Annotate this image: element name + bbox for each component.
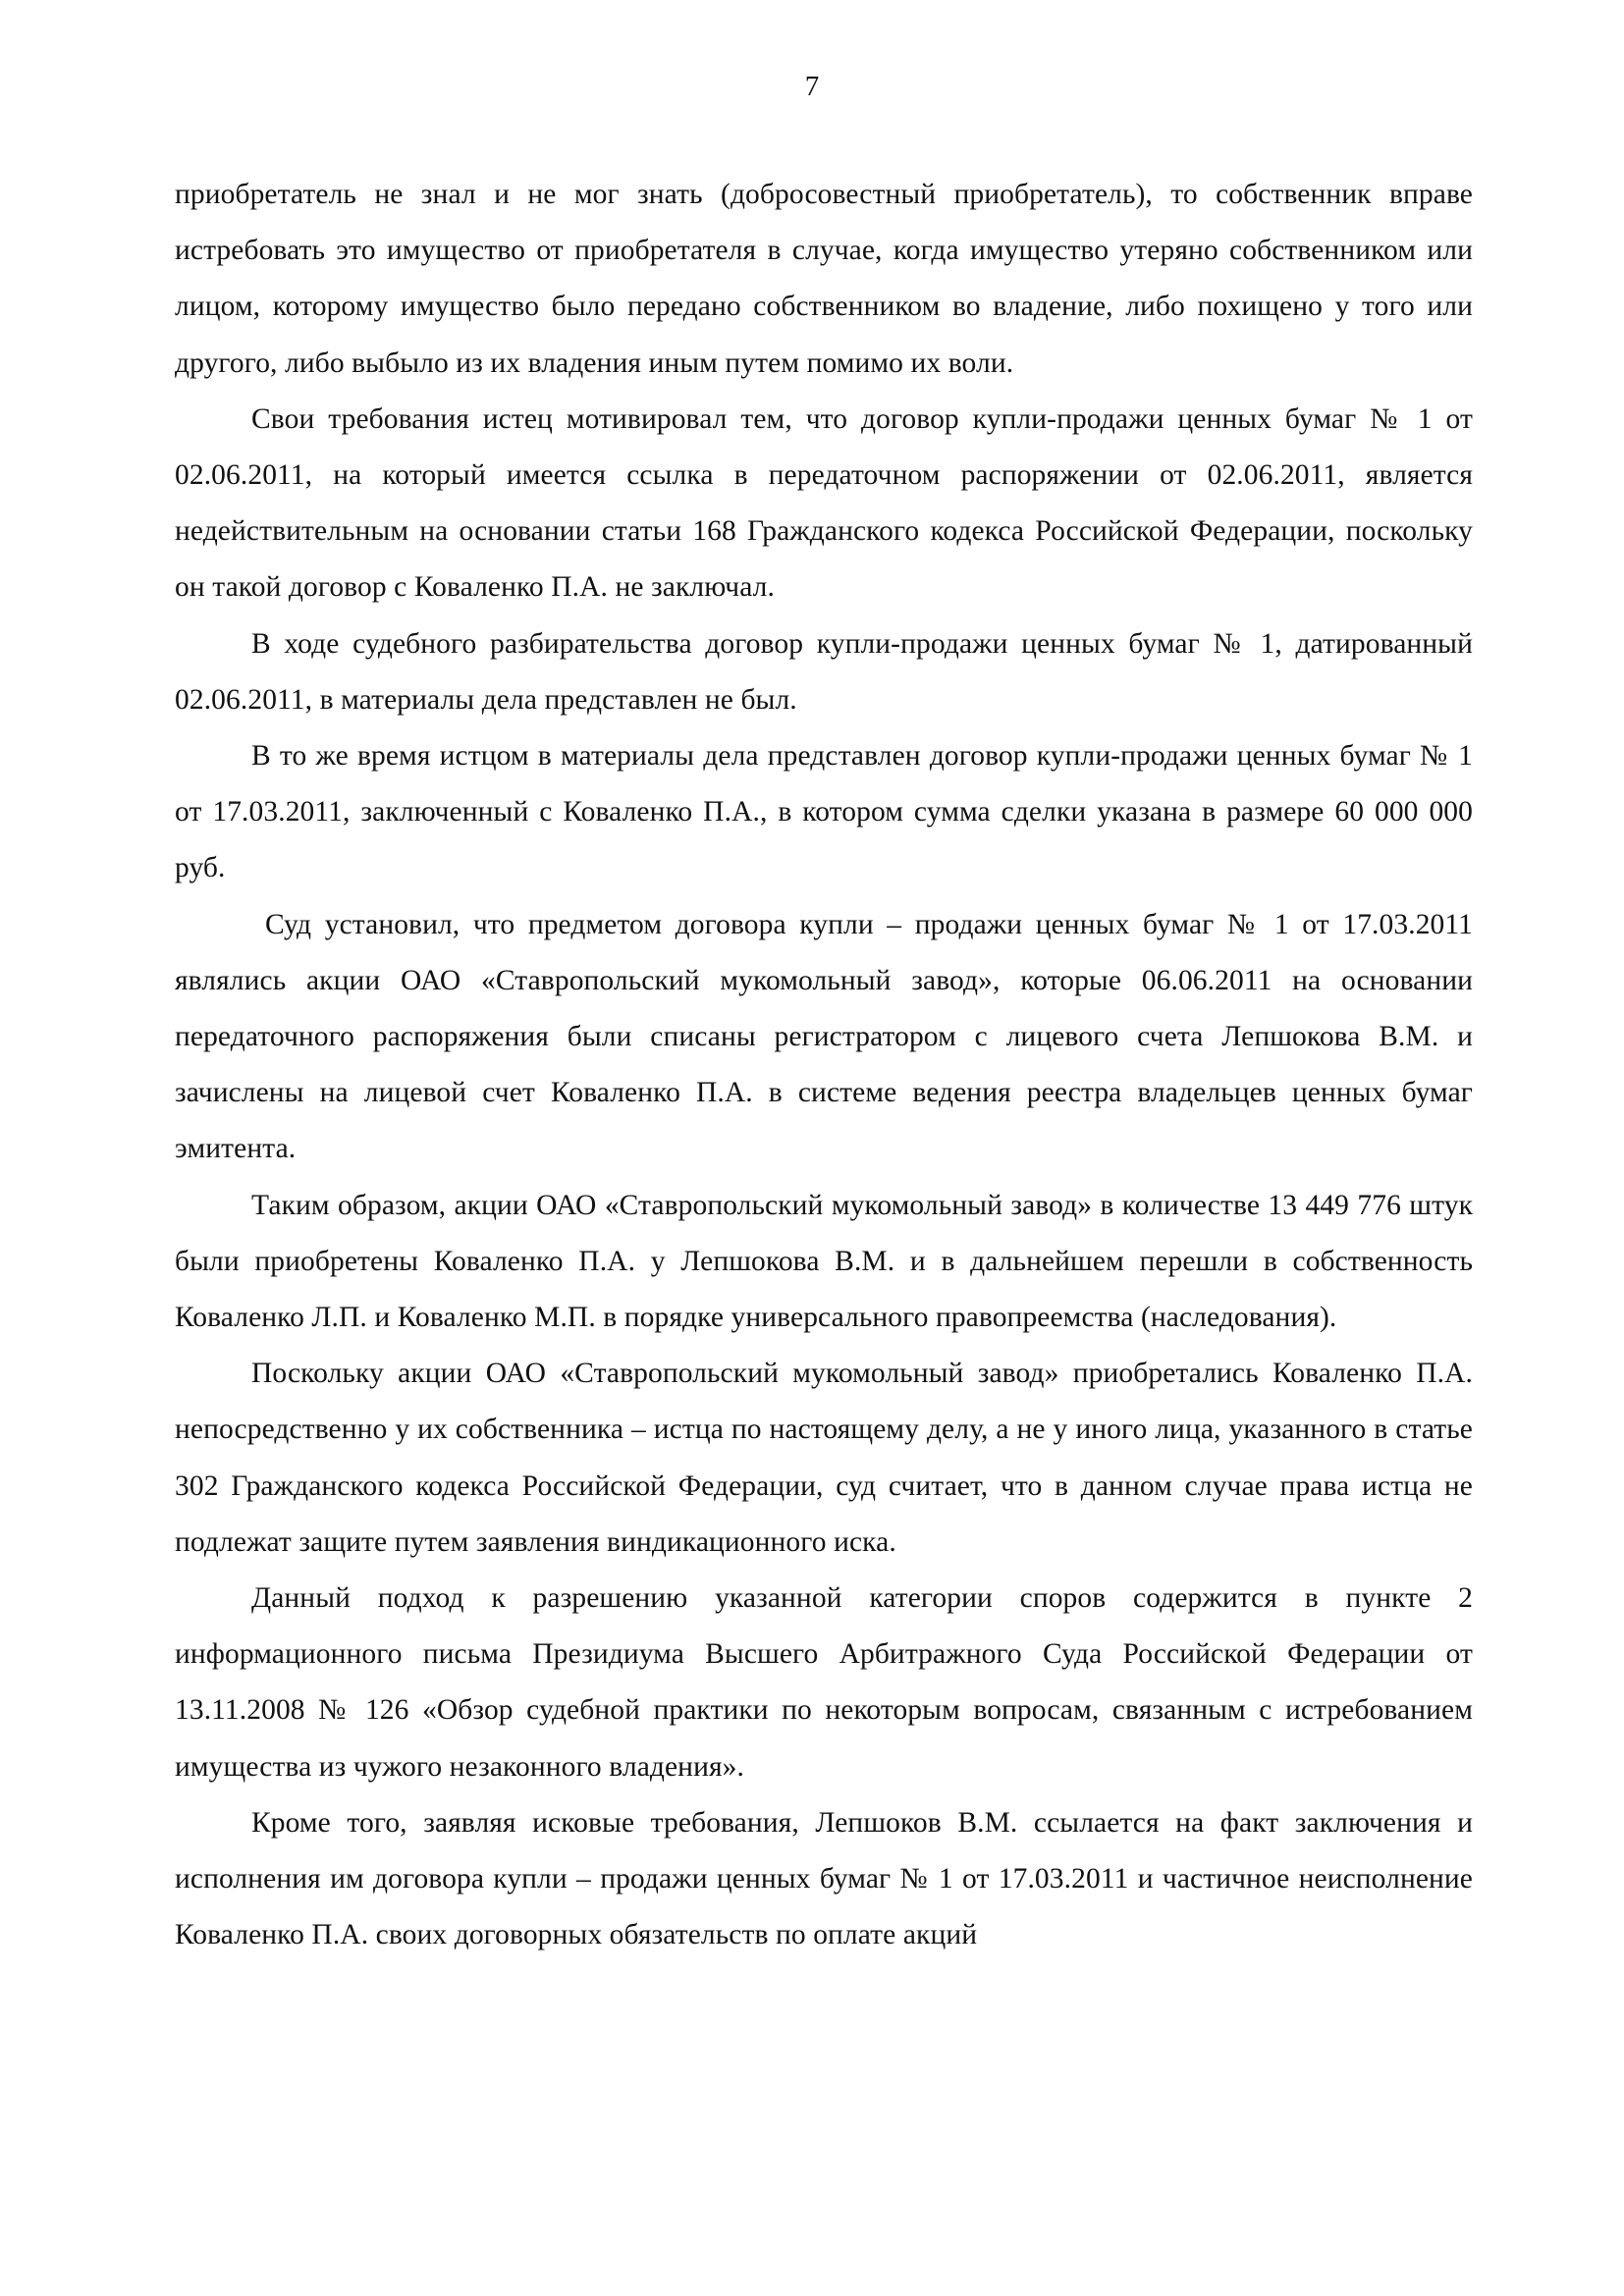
paragraph: Таким образом, акции ОАО «Ставропольский мукомольный завод» в количестве 13 449 776 штук были приобретены Коваленко П.А. у Лепшокова В.М. и в дальнейшем перешли в собственность Коваленко Л.П. и Коваленко М.П. в порядке универсального правопреемства (наследования).	[175, 1189, 1473, 1334]
document-body	[175, 167, 1473, 1964]
paragraph: Данный подход к разрешению указанной категории споров содержится в пункте 2 информационного письма Президиума Высшего Арбитражного Суда Российской Федерации от 13.11.2008 № 126 «Обзор судебной практики по некоторым вопросам, связанным с истребованием имущества из чужого незаконного владения».	[175, 1582, 1473, 1783]
paragraph: Кроме того, заявляя исковые требования, Лепшоков В.М. ссылается на факт заключения и исполнения им договора купли – продажи ценных бумаг № 1 от 17.03.2011 и частичное неисполнение Коваленко П.А. своих договорных обязательств по оплате акций	[175, 1806, 1473, 1951]
paragraph: приобретатель не знал и не мог знать (добросовестный приобретатель), то собственник вправе истребовать это имущество от приобретателя в случае, когда имущество утеряно собственником или лицом, которому имущество было передано собственником во владение, либо похищено у того или другого, либо выбыло из их владения иным путем помимо их воли.	[175, 179, 1473, 379]
paragraph: В ходе судебного разбирательства договор купли-продажи ценных бумаг № 1, датированный 02.06.2011, в материалы дела представлен не был.	[175, 627, 1473, 716]
paragraph: Суд установил, что предметом договора купли – продажи ценных бумаг № 1 от 17.03.2011 являлись акции ОАО «Ставропольский мукомольный завод», которые 06.06.2011 на основании передаточного распоряжения были списаны регистратором с лицевого счета Лепшокова В.М. и зачислены на лицевой счет Коваленко П.А. в системе ведения реестра владельцев ценных бумаг эмитента.	[175, 908, 1473, 1165]
paragraph: В то же время истцом в материалы дела представлен договор купли-продажи ценных бумаг № 1 от 17.03.2011, заключенный с Коваленко П.А., в котором сумма сделки указана в размере 60 000 000 руб.	[175, 740, 1473, 884]
paragraph: Свои требования истец мотивировал тем, что договор купли-продажи ценных бумаг № 1 от 02.06.2011, на который имеется ссылка в передаточном распоряжении от 02.06.2011, является недействительным на основании статьи 168 Гражданского кодекса Российской Федерации, поскольку он такой договор с Коваленко П.А. не заключал.	[175, 402, 1473, 604]
paragraph: Поскольку акции ОАО «Ставропольский мукомольный завод» приобретались Коваленко П.А. непосредственно у их собственника – истца по настоящему делу, а не у иного лица, указанного в статье 302 Гражданского кодекса Российской Федерации, суд считает, что в данном случае права истца не подлежат защите путем заявления виндикационного иска.	[175, 1358, 1473, 1558]
page-number: 7	[804, 71, 820, 102]
